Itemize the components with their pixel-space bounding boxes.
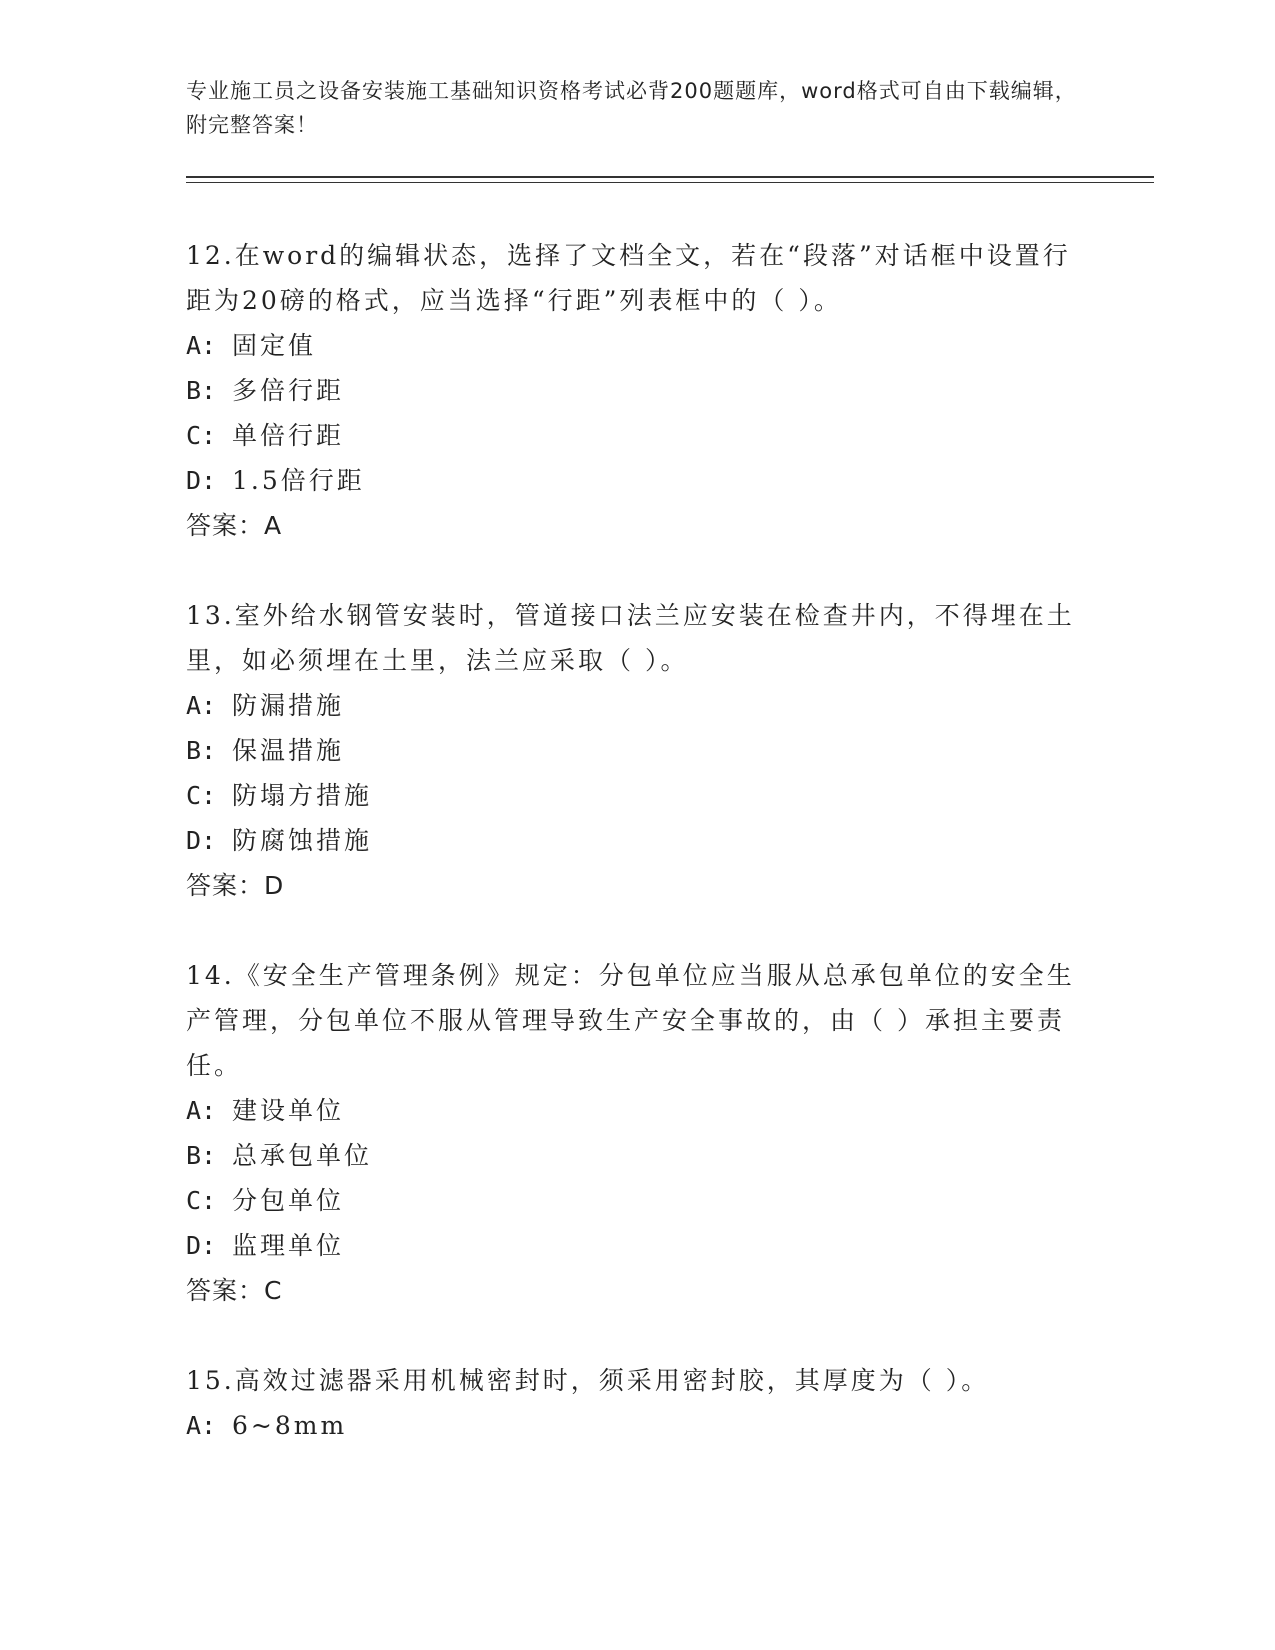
option-text: 建设单位 xyxy=(232,1096,345,1125)
option-letter: C: xyxy=(186,1186,217,1215)
option-letter: D: xyxy=(186,1231,217,1260)
question-text: 13.室外给水钢管安装时，管道接口法兰应安装在检查井内，不得埋在土里，如必须埋在土里，法兰应采取（ ）。 xyxy=(186,601,1075,675)
option-text: 6~8mm xyxy=(232,1411,348,1440)
question-list xyxy=(186,233,1086,1493)
question-13 xyxy=(186,593,1086,908)
option-letter: B: xyxy=(186,1141,217,1170)
document-header xyxy=(186,74,1086,142)
option-d xyxy=(186,1223,1086,1268)
option-text: 防腐蚀措施 xyxy=(232,826,373,855)
option-text: 多倍行距 xyxy=(232,376,345,405)
question-text: 12.在word的编辑状态，选择了文档全文，若在“段落”对话框中设置行距为20磅的格式，应当选择“行距”列表框中的（ ）。 xyxy=(186,241,1071,315)
option-letter: B: xyxy=(186,376,217,405)
option-text: 1.5倍行距 xyxy=(232,466,365,495)
option-a xyxy=(186,683,1086,728)
option-b xyxy=(186,368,1086,413)
option-text: 总承包单位 xyxy=(232,1141,373,1170)
question-text: 15.高效过滤器采用机械密封时，须采用密封胶，其厚度为（ ）。 xyxy=(186,1366,990,1395)
option-letter: A: xyxy=(186,691,217,720)
option-text: 单倍行距 xyxy=(232,421,345,450)
question-15 xyxy=(186,1358,1086,1448)
option-letter: A: xyxy=(186,1096,217,1125)
option-text: 分包单位 xyxy=(232,1186,345,1215)
answer-line: 答案：A xyxy=(186,511,283,540)
header-divider xyxy=(186,176,1154,183)
option-b xyxy=(186,728,1086,773)
option-letter: C: xyxy=(186,421,217,450)
option-letter: C: xyxy=(186,781,217,810)
question-text: 14.《安全生产管理条例》规定：分包单位应当服从总承包单位的安全生产管理，分包单位不服从管理导致生产安全事故的，由（ ）承担主要责任。 xyxy=(186,961,1075,1080)
option-text: 防漏措施 xyxy=(232,691,345,720)
answer-line: 答案：C xyxy=(186,1276,283,1305)
option-letter: A: xyxy=(186,331,217,360)
option-letter: A: xyxy=(186,1411,217,1440)
answer-line: 答案：D xyxy=(186,871,285,900)
option-a xyxy=(186,323,1086,368)
option-b xyxy=(186,1133,1086,1178)
option-c xyxy=(186,773,1086,818)
header-title: 专业施工员之设备安装施工基础知识资格考试必背200题题库，word格式可自由下载编辑，附完整答案！ xyxy=(186,79,1077,137)
question-12 xyxy=(186,233,1086,548)
option-d xyxy=(186,458,1086,503)
option-text: 固定值 xyxy=(232,331,317,360)
option-c xyxy=(186,1178,1086,1223)
option-letter: D: xyxy=(186,466,217,495)
option-text: 监理单位 xyxy=(232,1231,345,1260)
option-c xyxy=(186,413,1086,458)
option-a xyxy=(186,1403,1086,1448)
option-letter: B: xyxy=(186,736,217,765)
option-text: 保温措施 xyxy=(232,736,345,765)
option-d xyxy=(186,818,1086,863)
option-letter: D: xyxy=(186,826,217,855)
option-text: 防塌方措施 xyxy=(232,781,373,810)
option-a xyxy=(186,1088,1086,1133)
question-14 xyxy=(186,953,1086,1313)
